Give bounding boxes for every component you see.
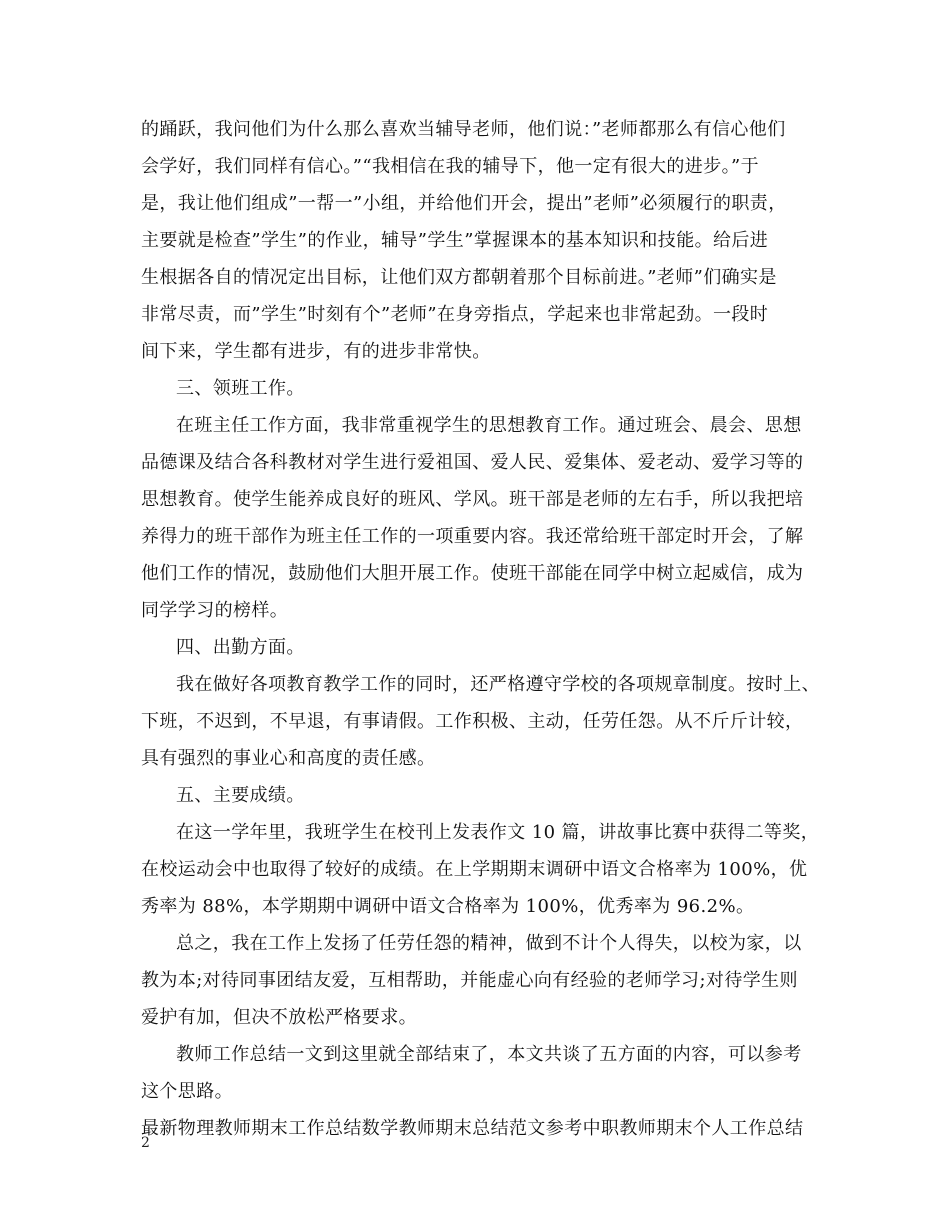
text-line: 养得力的班干部作为班主任工作的一项重要内容。我还常给班干部定时开会，了解: [141, 526, 804, 547]
text-line: 同学学习的榜样。: [141, 600, 289, 621]
text-line: 他们工作的情况，鼓励他们大胆开展工作。使班干部能在同学中树立起威信，成为: [141, 563, 804, 584]
text-line: 我在做好各项教育教学工作的同时，还严格遵守学校的各项规章制度。按时上、: [176, 674, 820, 695]
text-line: 爱护有加，但决不放松严格要求。: [141, 1007, 417, 1028]
text-line: 间下来，学生都有进步，有的进步非常快。: [141, 341, 491, 362]
section-heading: 四、出勤方面。: [176, 637, 305, 658]
text-line: 会学好，我们同样有信心。”“我相信在我的辅导下，他一定有很大的进步。”于: [141, 156, 760, 177]
text-line: 是，我让他们组成”一帮一”小组，并给他们开会，提出”老师”必须履行的职责，: [141, 193, 787, 214]
text-line: 在班主任工作方面，我非常重视学生的思想教育工作。通过班会、晨会、思想: [176, 415, 802, 436]
text-line: 主要就是检查”学生”的作业，辅导”学生”掌握课本的基本知识和技能。给后进: [141, 230, 769, 251]
text-line: 思想教育。使学生能养成良好的班风、学风。班干部是老师的左右手，所以我把培: [141, 489, 804, 510]
text-line: 非常尽责，而”学生”时刻有个”老师”在身旁指点，学起来也非常起劲。一段时: [141, 304, 769, 325]
text-line: 在校运动会中也取得了较好的成绩。在上学期期末调研中语文合格率为 100%，优: [141, 859, 808, 880]
text-line: 这个思路。: [141, 1081, 233, 1102]
text-line: 具有强烈的事业心和高度的责任感。: [141, 748, 436, 769]
related-links-line: 最新物理教师期末工作总结数学教师期末总结范文参考中职教师期末个人工作总结: [141, 1118, 804, 1139]
section-heading: 五、主要成绩。: [176, 785, 305, 806]
section-heading: 三、领班工作。: [176, 378, 305, 399]
text-line: 总之，我在工作上发扬了任劳任怨的精神，做到不计个人得失，以校为家，以: [176, 933, 802, 954]
text-line: 品德课及结合各科教材对学生进行爱祖国、爱人民、爱集体、爱老动、爱学习等的: [141, 452, 804, 473]
text-line: 生根据各自的情况定出目标，让他们双方都朝着那个目标前进。”老师”们确实是: [141, 267, 777, 288]
text-line: 教为本;对待同事团结友爱，互相帮助，并能虚心向有经验的老师学习;对待学生则: [141, 970, 798, 991]
text-line: 教师工作总结一文到这里就全部结束了，本文共谈了五方面的内容，可以参考: [176, 1044, 802, 1065]
text-line: 在这一学年里，我班学生在校刊上发表作文 10 篇，讲故事比赛中获得二等奖，: [176, 822, 820, 843]
text-line: 下班，不迟到，不早退，有事请假。工作积极、主动，任劳任怨。从不斤斤计较，: [141, 711, 804, 732]
text-line: 的踊跃，我问他们为什么那么喜欢当辅导老师，他们说：”老师都那么有信心他们: [141, 119, 786, 140]
text-line: 秀率为 88%，本学期期中调研中语文合格率为 100%，优秀率为 96.2%。: [141, 896, 755, 917]
page-number: 2: [141, 1135, 150, 1151]
